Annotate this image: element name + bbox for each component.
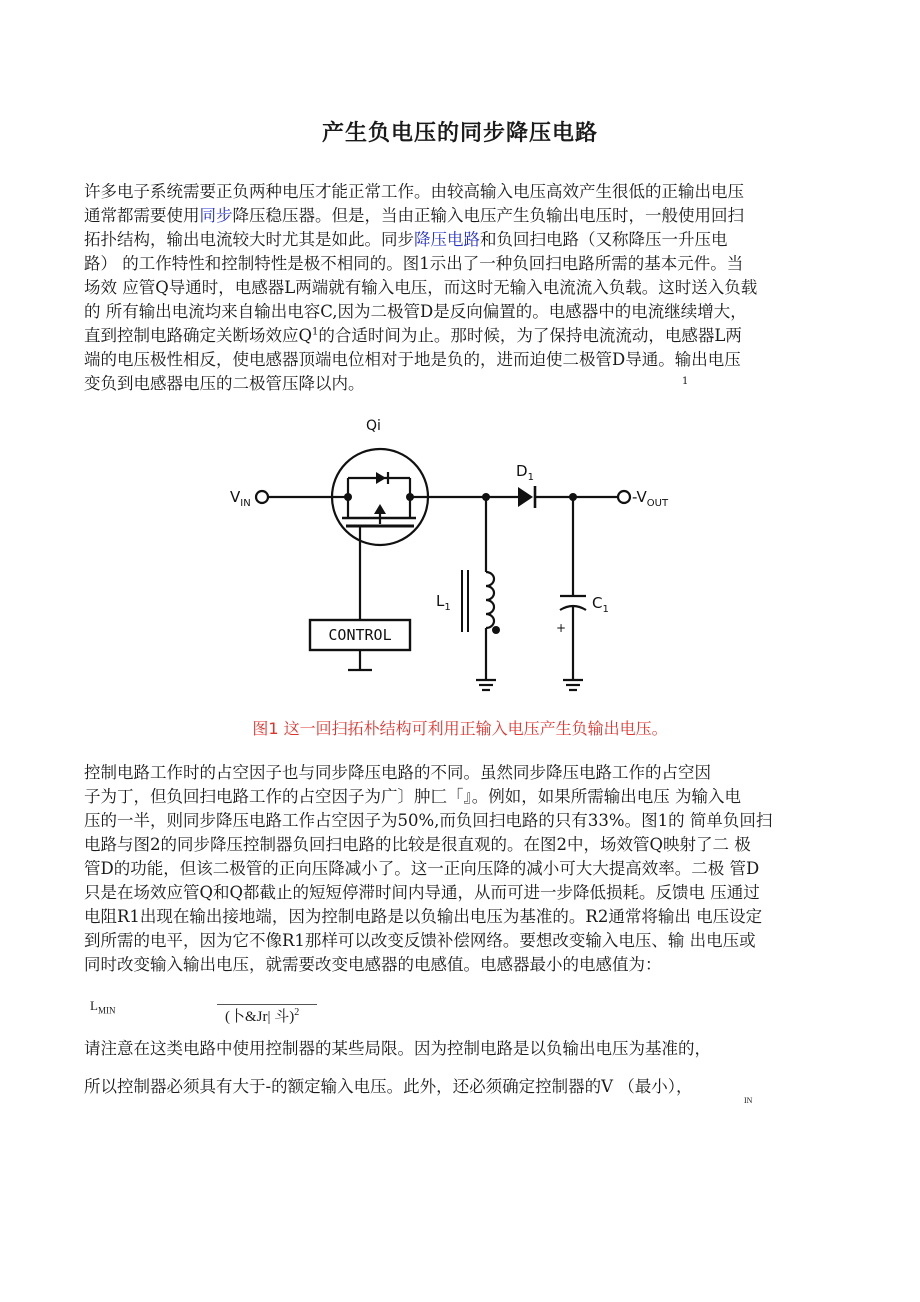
vin-terminal — [256, 491, 268, 503]
diode-symbol — [518, 487, 533, 507]
paragraph-intro — [84, 180, 844, 396]
link-buck-circuit[interactable]: 降压电路 — [414, 230, 480, 249]
text-line: 子为丁，但负回扫电路工作的占空因子为广〕肿匚「』。例如，如果所需输出电压 为输入电 — [84, 787, 741, 806]
formula-denominator: (卜&Jr| 斗) — [225, 1009, 295, 1025]
text-line: 的 所有输出电流均来自输出电容C,因为二极管D是反向偏置的。电感器中的电流继续增大， — [84, 302, 747, 321]
control-label: CONTROL — [328, 626, 392, 644]
text-line: 场效 应管Q导通时，电感器L两端就有输入电压，而这时无输入电流流入负载。这时送入负载 — [84, 278, 758, 297]
text-line: 路） 的工作特性和控制特性是极不相同的。图1示出了一种负回扫电路所需的基本元件。当 — [84, 254, 744, 273]
vin-subscript: IN — [744, 1096, 753, 1105]
text-line: 控制电路工作时的占空因子也与同步降压电路的不同。虽然同步降压电路工作的占空因 — [84, 763, 711, 782]
text-line: 只是在场效应管Q和Q都截止的短短停滞时间内导通，从而可进一步降低损耗。反馈电 压通过 — [84, 883, 760, 902]
text-line: 压的一半，则同步降压电路工作占空因子为50%,而负回扫电路的只有33%。图1的 简单负回扫 — [84, 811, 773, 830]
formula-exponent: 2 — [294, 1007, 300, 1018]
d-label: $D_1$ — [516, 462, 534, 483]
text-line: 变负到电感器电压的二极管压降以内。 — [84, 374, 365, 393]
text-line: 请注意在这类电路中使用控制器的某些局限。因为控制电路是以负输出电压为基准的， — [84, 1039, 711, 1058]
text-line: 拓扑结构，输出电流较大时尤其是如此。同步降压电路和负回扫电路（又称降压一升压电 — [84, 230, 728, 249]
text-line: 到所需的电平，因为它不像R1那样可以改变反馈补偿网络。要想改变输入电压、输 出电压或 — [84, 931, 756, 950]
text-line: 许多电子系统需要正负两种电压才能正常工作。由较高输入电压高效产生很低的正输出电压 — [84, 182, 744, 201]
inductor-coil — [486, 572, 494, 628]
text-line: 电路与图2的同步降压控制器负回扫电路的比较是很直观的。在图2中，场效管Q映射了二 极 — [84, 835, 751, 854]
text-line: 同时改变输入输出电压，就需要改变电感器的电感值。电感器最小的电感值为： — [84, 955, 662, 974]
text-line: 直到控制电路确定关断场效应$Q^1$的合适时间为止。那时候，为了保持电流流动，电感器L两 — [84, 326, 742, 345]
figure-caption: 图1 这一回扫拓朴结构可利用正输入电压产生负输出电压。 — [252, 719, 668, 738]
text-line: 电阻R1出现在输出接地端，因为控制电路是以负输出电压为基准的。R2通常将输出 电压设定 — [84, 907, 763, 926]
superscript: 1 — [312, 326, 319, 338]
text-line: 管D的功能，但该二极管的正向压降减小了。这一正向压降的减小可大大提高效率。二极 管D — [84, 859, 760, 878]
formula-lhs: $L_{MIN}$ — [90, 998, 116, 1016]
page-marker: 1 — [682, 376, 689, 387]
text-line: 端的电压极性相反，使电感器顶端电位相对于地是负的，进而迫使二极管D导通。输出电压 — [84, 350, 741, 369]
link-synchronous[interactable]: 同步 — [199, 206, 233, 225]
vout-label: $-V_{OUT}$ — [632, 488, 669, 509]
l-label: $L_1$ — [436, 592, 451, 613]
formula-rhs — [215, 1004, 333, 1026]
c-label: $C_1$ — [592, 594, 609, 615]
page-title: 产生负电压的同步降压电路 — [321, 121, 598, 146]
vout-terminal — [618, 491, 630, 503]
paragraph-limits — [84, 1030, 844, 1106]
text-line: 所以控制器必须具有大于-的额定输入电压。此外，还必须确定控制器的V （最小）， — [84, 1077, 693, 1096]
fraction-bar — [217, 1004, 317, 1005]
vin-label: $V_{IN}$ — [230, 488, 251, 509]
paragraph-duty-cycle — [84, 761, 844, 977]
plus-sign: + — [556, 621, 567, 635]
q-label: Qi — [366, 418, 381, 434]
circuit-diagram — [200, 410, 720, 710]
text-line: 通常都需要使用同步降压稳压器。但是，当由正输入电压产生负输出电压时，一般使用回扫 — [84, 206, 744, 225]
